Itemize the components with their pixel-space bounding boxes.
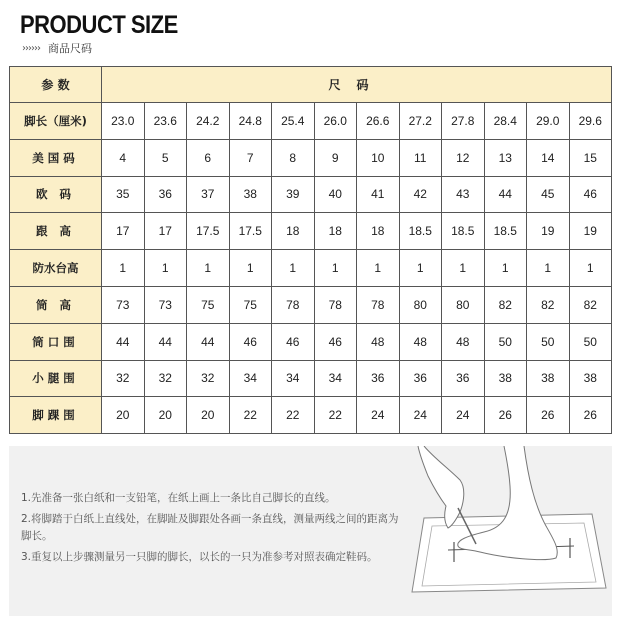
- guide-step-1: 1.先准备一张白纸和一支铅笔，在纸上画上一条比自己脚长的直线。: [21, 492, 336, 504]
- table-cell: 40: [314, 176, 357, 213]
- table-cell: 41: [357, 176, 400, 213]
- table-cell: 43: [442, 176, 485, 213]
- table-cell: 10: [357, 139, 400, 176]
- table-cell: 36: [144, 176, 187, 213]
- table-row: [10, 139, 612, 176]
- table-cell: 82: [484, 286, 527, 323]
- table-cell: 80: [442, 286, 485, 323]
- table-cell: 22: [229, 397, 272, 434]
- table-cell: 73: [144, 286, 187, 323]
- table-row: [10, 286, 612, 323]
- table-cell: 73: [102, 286, 145, 323]
- row-label: 小腿围: [10, 360, 102, 397]
- page-title: PRODUCT SIZE: [20, 10, 178, 39]
- table-cell: 1: [144, 250, 187, 287]
- table-cell: 20: [144, 397, 187, 434]
- table-cell: 37: [187, 176, 230, 213]
- table-cell: 38: [527, 360, 570, 397]
- table-cell: 18.5: [484, 213, 527, 250]
- table-cell: 38: [484, 360, 527, 397]
- guide-step-2: 2.将脚踏于白纸上直线处，在脚趾及脚跟处各画一条直线，测量两线之间的距离为脚长。: [21, 513, 399, 542]
- table-cell: 34: [314, 360, 357, 397]
- table-cell: 29.0: [527, 103, 570, 140]
- row-label: 欧 码: [10, 176, 102, 213]
- table-cell: 36: [357, 360, 400, 397]
- table-cell: 26.0: [314, 103, 357, 140]
- table-cell: 24.8: [229, 103, 272, 140]
- row-label: 脚长（厘米): [10, 103, 102, 140]
- table-cell: 22: [272, 397, 315, 434]
- table-cell: 1: [569, 250, 612, 287]
- table-cell: 15: [569, 139, 612, 176]
- guide-step-3: 3.重复以上步骤测量另一只脚的脚长，以长的一只为准参考对照表确定鞋码。: [21, 551, 378, 563]
- table-cell: 1: [399, 250, 442, 287]
- table-cell: 32: [144, 360, 187, 397]
- table-cell: 18.5: [399, 213, 442, 250]
- table-cell: 29.6: [569, 103, 612, 140]
- table-cell: 18: [314, 213, 357, 250]
- table-cell: 44: [102, 323, 145, 360]
- table-cell: 27.8: [442, 103, 485, 140]
- table-cell: 24.2: [187, 103, 230, 140]
- table-cell: 1: [527, 250, 570, 287]
- table-cell: 50: [527, 323, 570, 360]
- table-cell: 42: [399, 176, 442, 213]
- table-cell: 28.4: [484, 103, 527, 140]
- table-cell: 13: [484, 139, 527, 176]
- table-cell: 24: [357, 397, 400, 434]
- table-cell: 78: [357, 286, 400, 323]
- table-row: [10, 360, 612, 397]
- row-label: 美国码: [10, 139, 102, 176]
- table-cell: 32: [187, 360, 230, 397]
- table-cell: 27.2: [399, 103, 442, 140]
- table-cell: 38: [229, 176, 272, 213]
- table-cell: 50: [484, 323, 527, 360]
- table-cell: 19: [569, 213, 612, 250]
- table-cell: 39: [272, 176, 315, 213]
- chevrons-icon: ››››››: [22, 42, 40, 54]
- table-cell: 48: [442, 323, 485, 360]
- table-cell: 17: [144, 213, 187, 250]
- table-cell: 26.6: [357, 103, 400, 140]
- row-label: 筒 高: [10, 286, 102, 323]
- table-cell: 1: [357, 250, 400, 287]
- table-cell: 18.5: [442, 213, 485, 250]
- table-cell: 23.0: [102, 103, 145, 140]
- table-cell: 25.4: [272, 103, 315, 140]
- table-cell: 1: [102, 250, 145, 287]
- table-cell: 34: [272, 360, 315, 397]
- row-label: 脚踝围: [10, 397, 102, 434]
- table-cell: 45: [527, 176, 570, 213]
- measurement-guide: [9, 446, 612, 616]
- table-cell: 50: [569, 323, 612, 360]
- table-cell: 1: [187, 250, 230, 287]
- table-cell: 24: [399, 397, 442, 434]
- table-cell: 26: [569, 397, 612, 434]
- table-header-row: [10, 67, 612, 103]
- table-cell: 19: [527, 213, 570, 250]
- table-cell: 22: [314, 397, 357, 434]
- table-cell: 75: [187, 286, 230, 323]
- table-cell: 46: [229, 323, 272, 360]
- table-cell: 20: [102, 397, 145, 434]
- param-header: 参 数: [10, 67, 102, 103]
- table-cell: 20: [187, 397, 230, 434]
- foot-measuring-illustration-icon: [394, 446, 612, 616]
- table-cell: 14: [527, 139, 570, 176]
- table-cell: 44: [144, 323, 187, 360]
- table-cell: 78: [314, 286, 357, 323]
- table-cell: 1: [314, 250, 357, 287]
- table-cell: 48: [399, 323, 442, 360]
- table-cell: 26: [484, 397, 527, 434]
- table-row: [10, 323, 612, 360]
- table-cell: 38: [569, 360, 612, 397]
- table-cell: 1: [484, 250, 527, 287]
- table-cell: 80: [399, 286, 442, 323]
- subtitle-text: 商品尺码: [48, 42, 92, 55]
- table-cell: 8: [272, 139, 315, 176]
- table-cell: 17.5: [187, 213, 230, 250]
- table-cell: 24: [442, 397, 485, 434]
- table-cell: 46: [272, 323, 315, 360]
- table-cell: 11: [399, 139, 442, 176]
- table-row: [10, 397, 612, 434]
- subtitle: [22, 40, 92, 56]
- table-row: [10, 213, 612, 250]
- table-cell: 44: [484, 176, 527, 213]
- table-cell: 46: [314, 323, 357, 360]
- table-cell: 75: [229, 286, 272, 323]
- table-cell: 18: [272, 213, 315, 250]
- table-cell: 7: [229, 139, 272, 176]
- table-cell: 48: [357, 323, 400, 360]
- table-cell: 17: [102, 213, 145, 250]
- table-row: [10, 103, 612, 140]
- size-header: 尺码: [102, 67, 612, 103]
- table-cell: 12: [442, 139, 485, 176]
- row-label: 跟 高: [10, 213, 102, 250]
- table-cell: 5: [144, 139, 187, 176]
- table-cell: 34: [229, 360, 272, 397]
- table-cell: 46: [569, 176, 612, 213]
- table-cell: 4: [102, 139, 145, 176]
- table-cell: 35: [102, 176, 145, 213]
- table-cell: 82: [569, 286, 612, 323]
- table-cell: 44: [187, 323, 230, 360]
- guide-steps: [21, 490, 401, 570]
- table-cell: 1: [272, 250, 315, 287]
- table-cell: 36: [442, 360, 485, 397]
- table-cell: 26: [527, 397, 570, 434]
- table-cell: 78: [272, 286, 315, 323]
- table-cell: 1: [442, 250, 485, 287]
- table-cell: 9: [314, 139, 357, 176]
- row-label: 防水台高: [10, 250, 102, 287]
- table-cell: 6: [187, 139, 230, 176]
- table-cell: 1: [229, 250, 272, 287]
- row-label: 筒口围: [10, 323, 102, 360]
- size-table: [9, 66, 612, 434]
- table-cell: 17.5: [229, 213, 272, 250]
- table-row: [10, 176, 612, 213]
- table-cell: 32: [102, 360, 145, 397]
- table-cell: 23.6: [144, 103, 187, 140]
- table-cell: 18: [357, 213, 400, 250]
- table-cell: 36: [399, 360, 442, 397]
- table-row: [10, 250, 612, 287]
- table-cell: 82: [527, 286, 570, 323]
